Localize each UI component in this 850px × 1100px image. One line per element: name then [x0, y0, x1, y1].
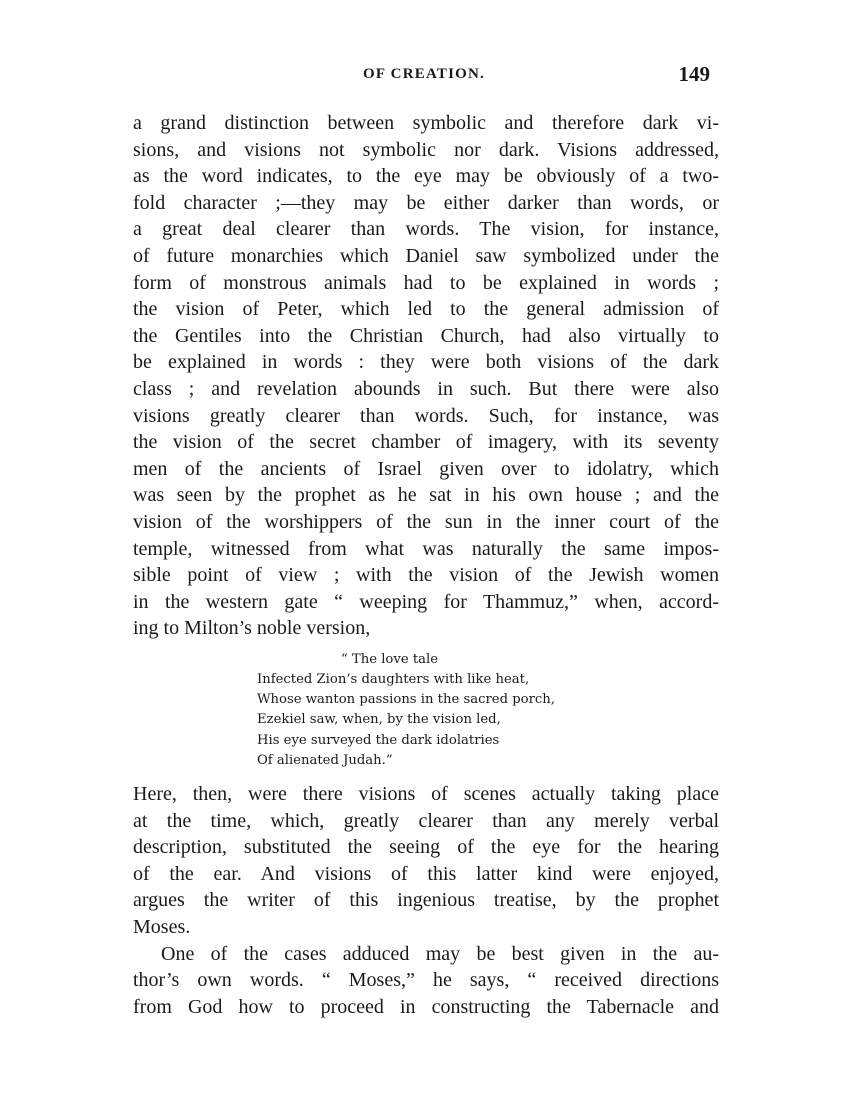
text-line: form of monstrous animals had to be explained in words ;: [133, 271, 719, 294]
text-line: men of the ancients of Israel given over to idolatry, which: [133, 457, 719, 480]
text-line: a grand distinction between symbolic and therefore dark vi-: [133, 112, 719, 134]
quote-line: “ The love tale: [341, 651, 439, 667]
text-line: temple, witnessed from what was naturally the same impos-: [133, 537, 719, 560]
text-line: as the word indicates, to the eye may be obviously of a two-: [133, 165, 719, 188]
text-line: the Gentiles into the Christian Church, had also virtually to: [133, 324, 719, 347]
text-line: of the ear. And visions of this latter kind were enjoyed,: [133, 862, 719, 885]
text-line: description, substituted the seeing of the eye for the hearing: [133, 836, 719, 859]
text-line: at the time, which, greatly clearer than any merely verbal: [133, 809, 719, 832]
block-quote: [257, 650, 719, 771]
text-line: sible point of view ; with the vision of the Jewish women: [133, 564, 719, 587]
paragraph-2: [133, 781, 719, 941]
text-line: the vision of Peter, which led to the general admission of: [133, 298, 719, 321]
text-line: One of the cases adduced may be best given in the au-: [161, 942, 719, 965]
quote-line: Ezekiel saw, when, by the vision led,: [257, 712, 501, 728]
quote-line: Infected Zion’s daughters with like heat,: [257, 672, 530, 688]
body-text: [133, 110, 719, 1020]
text-line: thor’s own words. “ Moses,” he says, “ received directions: [133, 969, 719, 992]
text-line: the vision of the secret chamber of imagery, with its seventy: [133, 431, 719, 454]
quote-line: Whose wanton passions in the sacred porch,: [257, 692, 555, 708]
text-line: class ; and revelation abounds in such. But there were also: [133, 377, 719, 400]
text-line: was seen by the prophet as he sat in his own house ; and the: [133, 484, 719, 507]
text-line: ing to Milton’s noble version,: [133, 617, 371, 640]
quote-line: His eye surveyed the dark idolatries: [257, 732, 500, 748]
paragraph-1: [133, 110, 719, 642]
text-line: Here, then, were there visions of scenes actually taking place: [133, 783, 719, 806]
running-title: OF CREATION.: [363, 66, 485, 82]
page-number: 149: [678, 62, 710, 86]
text-line: in the western gate “ weeping for Thammuz,” when, accord-: [133, 590, 719, 613]
text-line: Moses.: [133, 916, 191, 939]
text-line: visions greatly clearer than words. Such, for instance, was: [133, 404, 719, 427]
text-line: be explained in words : they were both visions of the dark: [133, 351, 719, 374]
text-line: vision of the worshippers of the sun in the inner court of the: [133, 510, 719, 533]
paragraph-3: [133, 941, 719, 1021]
text-line: from God how to proceed in constructing the Tabernacle and: [133, 995, 719, 1018]
text-line: sions, and visions not symbolic nor dark. Visions addressed,: [133, 138, 719, 161]
text-line: argues the writer of this ingenious treatise, by the prophet: [133, 889, 719, 912]
text-line: a great deal clearer than words. The vision, for instance,: [133, 218, 719, 241]
running-head: [134, 62, 714, 92]
text-line: of future monarchies which Daniel saw symbolized under the: [133, 244, 719, 267]
text-line: fold character ;—they may be either darker than words, or: [133, 191, 719, 214]
quote-line: Of alienated Judah.”: [257, 752, 393, 768]
